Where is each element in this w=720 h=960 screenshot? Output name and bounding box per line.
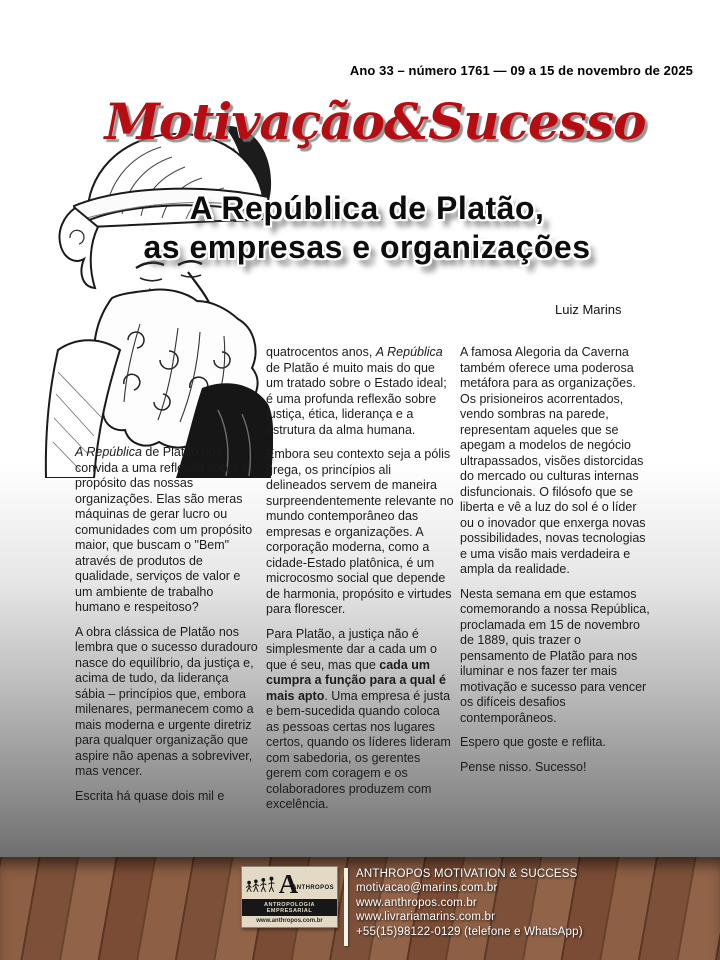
column-middle — [266, 345, 454, 822]
footer-divider — [344, 868, 348, 946]
paragraph-text: Para Platão, a justiça não é simplesmente dar a cada um o que é seu, mas que — [266, 626, 437, 672]
book-title-italic: A República — [375, 345, 443, 359]
paragraph-text: . Uma empresa é justa e bem-sucedida quando coloca as pessoas certas nos lugares certos, quando os líderes lideram com sabedoria, os gerentes gerem com coragem e os colaboradores produzem com excelência. — [266, 688, 451, 811]
masthead-title: Motivação&Sucesso — [104, 92, 646, 151]
contact-line-bookstore: www.livrariamarins.com.br — [356, 911, 496, 924]
contact-line-title: ANTHROPOS MOTIVATION & SUCCESS — [356, 868, 578, 880]
paragraph: A obra clássica de Platão nos lembra que o sucesso duradouro nasce do equilíbrio, da justiça e, acima de tudo, da liderança sábia – princípios que, embora milenares, permanecem como a mais moderna e urgente diretriz para qualquer organização que aspire não apenas a sobreviver, mas vencer. — [75, 624, 258, 778]
paragraph-text: de Platão nos convida a uma reflexão sobre o propósito das nossas organizações. Elas são meras máquinas de gerar lucro ou comunidades com um propósito maior, que buscam o "Bem" através de produtos de qualidade, serviços de valor e um ambiente de trabalho humano e respeitoso? — [75, 445, 253, 614]
emphasis-bold: cada um cumpra a função para a qual é mais apto — [266, 657, 446, 703]
footer-wood-floor — [0, 857, 720, 960]
book-title-italic: A República — [75, 445, 142, 459]
headline-line-1: A República de Platão, — [189, 190, 545, 226]
anthropos-brand-name: ANTHROPOS — [292, 884, 334, 891]
headline-line-2: as empresas e organizações — [143, 229, 591, 265]
contact-line-email: motivacao@marins.com.br — [356, 882, 498, 895]
paragraph — [266, 345, 454, 438]
anthropos-logo-card — [241, 866, 338, 928]
paragraph-text: quatrocentos anos, — [266, 345, 376, 359]
paragraph: Escrita há quase dois mil e — [75, 788, 225, 803]
contact-block — [356, 867, 583, 939]
paragraph: A famosa Alegoria da Caverna também oferece uma poderosa metáfora para as organizações. Os prisioneiros acorrentados, vendo sombras na parede, representam aqueles que se apegam a modelos de negócio ultrapassados, visões distorcidas do mercado ou culturas internas disfuncionais. O filósofo que se liberta e vê a luz do sol é o líder ou o inovador que enxerga novas possibilidades, novas tecnologias e uma visão mais verdadeira e ampla da realidade. — [460, 345, 646, 576]
paragraph — [266, 627, 454, 813]
paragraph: Embora seu contexto seja a pólis grega, os princípios ali delineados servem de maneira surpreendentemente relevante no mundo contemporâneo das empresas e organizações. A corporação moderna, como a cidade-Estado platônica, é um microcosmo social que depende de harmonia, propósito e virtudes para florescer. — [266, 447, 454, 616]
logo-website: www.anthropos.com.br — [256, 918, 323, 924]
logo-tagline-bar: ANTROPOLOGIA EMPRESARIAL — [242, 899, 337, 916]
evolution-figures-icon — [245, 871, 278, 897]
paragraph: Espero que goste e reflita. — [460, 735, 606, 749]
column-right — [460, 345, 652, 784]
anthropos-a-logo: A — [278, 868, 299, 899]
author-byline: Luiz Marins — [555, 302, 622, 317]
article-headline — [0, 189, 720, 267]
paragraph — [75, 445, 259, 616]
paragraph: Pense nisso. Sucesso! — [460, 759, 587, 774]
issue-date-line: Ano 33 – número 1761 — 09 a 15 de novembro de 2025 — [349, 63, 693, 78]
contact-line-phone: +55(15)98122-0129 (telefone e WhatsApp) — [356, 925, 583, 938]
column-left — [75, 445, 259, 813]
logo-card-top — [242, 867, 337, 899]
paragraph-text: de Platão é muito mais do que um tratado sobre o Estado ideal; é uma profunda reflexão sobre justiça, ética, liderança e a estrutura da alma humana. — [266, 360, 447, 437]
contact-line-website: www.anthropos.com.br — [356, 896, 477, 909]
paragraph: Nesta semana em que estamos comemorando a nossa República, proclamada em 15 de novembro de 1889, quis trazer o pensamento de Platão para nos iluminar e nos fazer ter mais motivação e sucesso para vencer os difíceis desafios contemporâneos. — [460, 586, 650, 725]
